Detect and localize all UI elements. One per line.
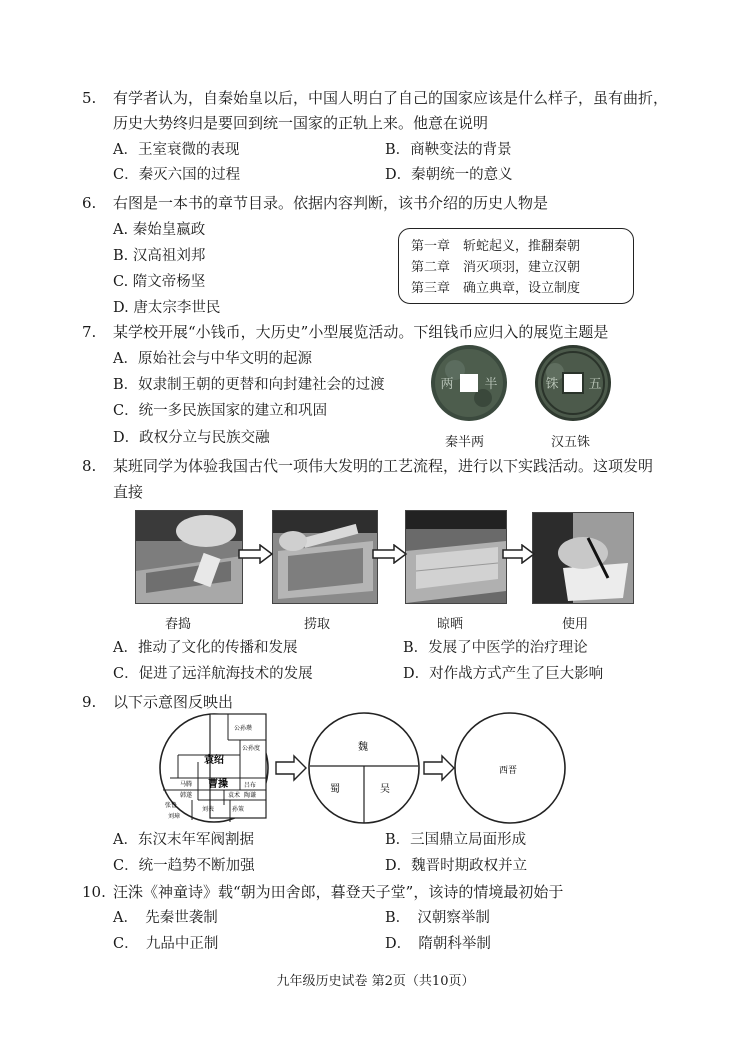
question-10-option-d: D． 隋朝科举制 — [385, 936, 491, 952]
question-10-option-c: C． 九品中正制 — [113, 936, 219, 952]
question-9-option-c: C．统一趋势不断加强 — [113, 858, 255, 874]
question-5-stem-line2: 历史大势终归是要回到统一国家的正轨上来。他意在说明 — [113, 114, 489, 132]
question-10-option-b: B． 汉朝察举制 — [385, 910, 490, 926]
coin-images — [425, 340, 625, 426]
map-label: 马腾 — [180, 781, 193, 788]
arrow-right-icon — [502, 544, 536, 564]
question-9-option-b: B．三国鼎立局面形成 — [385, 832, 527, 848]
question-8-stem-line2: 直接 — [113, 483, 144, 501]
question-10-option-a: A． 先秦世袭制 — [113, 910, 218, 926]
step-caption-3: 晾晒 — [437, 617, 464, 632]
question-8-option-a: A．推动了文化的传播和发展 — [113, 640, 298, 656]
map-label: 袁绍 — [204, 755, 224, 766]
map-label: 韩遂 — [180, 792, 193, 799]
coin-glyph: 五 — [588, 377, 602, 392]
question-6-number: 6. — [82, 194, 97, 212]
map-western-jin — [455, 713, 565, 823]
map-label: 曹操 — [208, 779, 228, 790]
question-7-stem: 某学校开展“小钱币，大历史”小型展览活动。下组钱币应归入的展览主题是 — [113, 323, 609, 341]
map-label: 公孙度 — [242, 745, 261, 752]
chapter-table-of-contents — [398, 228, 634, 304]
step-caption-4: 使用 — [562, 617, 589, 632]
photo-scooping — [272, 510, 378, 604]
map-label: 袁术 — [228, 792, 241, 799]
territory-diagram — [158, 710, 648, 828]
photo-using — [532, 512, 634, 604]
question-9-stem: 以下示意图反映出 — [113, 693, 234, 711]
map-label: 公孙瓒 — [234, 725, 253, 732]
question-6-option-b: B. 汉高祖刘邦 — [113, 248, 206, 264]
question-10-number: 10. — [82, 883, 106, 901]
question-5-option-d: D．秦朝统一的意义 — [385, 167, 513, 183]
question-5-option-c: C．秦灭六国的过程 — [113, 167, 241, 183]
map-warlords — [160, 714, 268, 822]
coin-caption-han: 汉五铢 — [551, 435, 591, 450]
han-wuzhu-coin — [535, 345, 611, 421]
coin-glyph: 半 — [484, 377, 498, 392]
question-5-stem-line1: 有学者认为，自秦始皇以后，中国人明白了自己的国家应该是什么样子，虽有曲折， — [113, 89, 669, 107]
map-label: 孙策 — [232, 806, 245, 813]
question-6-option-d: D. 唐太宗李世民 — [113, 300, 221, 316]
question-9-number: 9. — [82, 693, 97, 711]
question-8-option-d: D．对作战方式产生了巨大影响 — [403, 666, 604, 682]
question-6-option-a: A. 秦始皇嬴政 — [113, 222, 206, 238]
qin-banliang-coin — [431, 345, 507, 421]
arrow-right-icon — [372, 544, 408, 564]
step-caption-1: 舂捣 — [165, 617, 192, 632]
question-5-number: 5. — [82, 89, 97, 107]
map-three-kingdoms — [309, 713, 419, 823]
chapter-2: 第二章 消灭项羽，建立汉朝 — [411, 260, 581, 275]
chapter-3: 第三章 确立典章，设立制度 — [411, 281, 581, 296]
question-7-option-a: A．原始社会与中华文明的起源 — [113, 351, 312, 367]
question-6-option-c: C. 隋文帝杨坚 — [113, 274, 206, 290]
arrow-right-icon — [424, 756, 454, 780]
map-label: 刘表 — [202, 806, 215, 813]
map-label: 刘璋 — [168, 813, 181, 820]
map-label-shu: 蜀 — [330, 784, 340, 795]
map-label-wei: 魏 — [358, 742, 368, 753]
page-footer: 九年级历史试卷 第2页（共10页） — [276, 974, 475, 989]
question-10-stem: 汪洙《神童诗》载“朝为田舍郎，暮登天子堂”，该诗的情境最初始于 — [113, 883, 564, 901]
question-8-option-b: B．发展了中医学的治疗理论 — [403, 640, 588, 656]
question-9-option-a: A．东汉末年军阀割据 — [113, 832, 254, 848]
question-7-number: 7. — [82, 323, 97, 341]
map-label: 陶谦 — [244, 792, 257, 799]
coin-caption-qin: 秦半两 — [445, 435, 485, 450]
map-label: 张鲁 — [165, 802, 178, 809]
question-8-option-c: C．促进了远洋航海技术的发展 — [113, 666, 313, 682]
question-5-option-a: A．王室衰微的表现 — [113, 142, 240, 158]
step-caption-2: 捞取 — [304, 617, 331, 632]
map-label-wu: 吴 — [380, 784, 390, 795]
question-9-option-d: D．魏晋时期政权并立 — [385, 858, 528, 874]
arrow-right-icon — [276, 756, 306, 780]
question-8-number: 8. — [82, 457, 97, 475]
photo-drying — [405, 510, 507, 604]
coin-glyph: 铢 — [545, 377, 559, 392]
question-6-stem: 右图是一本书的章节目录。依据内容判断，该书介绍的历史人物是 — [113, 194, 549, 212]
question-7-option-b: B．奴隶制王朝的更替和向封建社会的过渡 — [113, 377, 385, 393]
question-8-stem-line1: 某班同学为体验我国古代一项伟大发明的工艺流程，进行以下实践活动。这项发明 — [113, 457, 654, 475]
coin-glyph: 两 — [440, 377, 454, 392]
arrow-right-icon — [238, 544, 274, 564]
map-label-xijin: 西晋 — [499, 766, 518, 776]
chapter-1: 第一章 斩蛇起义，推翻秦朝 — [411, 239, 581, 254]
question-7-option-d: D．政权分立与民族交融 — [113, 430, 270, 446]
question-5-option-b: B．商鞅变法的背景 — [385, 142, 512, 158]
question-7-option-c: C．统一多民族国家的建立和巩固 — [113, 403, 328, 419]
map-label: 吕布 — [244, 782, 257, 789]
photo-pounding — [135, 510, 243, 604]
